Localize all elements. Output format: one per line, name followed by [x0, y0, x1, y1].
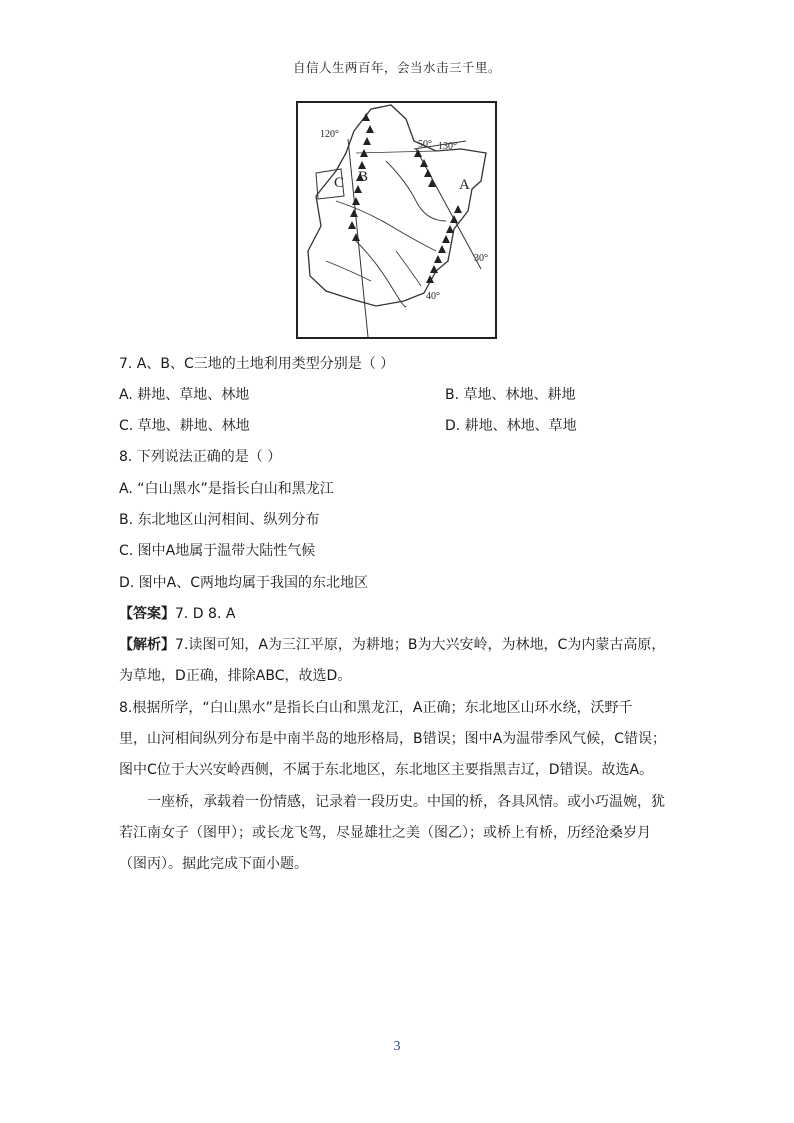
label-c: C — [334, 175, 345, 191]
question-7-option-a: A. 耕地、草地、林地 — [119, 387, 250, 403]
question-8-option-d: D. 图中A、C两地均属于我国的东北地区 — [119, 575, 369, 591]
question-7-option-b: B. 草地、林地、耕地 — [445, 387, 576, 403]
analysis-line-3: 8.根据所学，“白山黑水”是指长白山和黑龙江，A正确；东北地区山环水绕，沃野千 — [119, 700, 633, 716]
label-40-degree: 40° — [426, 291, 440, 302]
analysis-line-1: 【解析】7.读图可知，A为三江平原，为耕地；B为大兴安岭，为林地，C为内蒙古高原， — [119, 637, 666, 653]
answer-text: 7. D 8. A — [175, 606, 236, 622]
passage-line-3: （图丙）。据此完成下面小题。 — [119, 856, 308, 872]
analysis-tag: 【解析】 — [119, 637, 175, 653]
analysis-line-2: 为草地，D正确，排除ABC，故选D。 — [119, 668, 352, 684]
passage-line-1: 一座桥，承载着一份情感，记录着一段历史。中国的桥，各具风情。或小巧温婉，犹 — [147, 794, 665, 810]
question-8-option-c: C. 图中A地属于温带大陆性气候 — [119, 543, 316, 559]
answer-tag: 【答案】 — [119, 606, 175, 622]
question-8-option-b: B. 东北地区山河相间、纵列分布 — [119, 512, 320, 528]
label-120-degree: 120° — [320, 129, 339, 140]
passage-line-2: 若江南女子（图甲）；或长龙飞驾，尽显雄壮之美（图乙）；或桥上有桥，历经沧桑岁月 — [119, 825, 651, 841]
page-number: 3 — [393, 1039, 401, 1054]
label-50-degree: 50° — [418, 139, 432, 150]
page-header-motto: 自信人生两百年，会当水击三千里。 — [292, 60, 501, 75]
question-7-option-d: D. 耕地、林地、草地 — [445, 418, 577, 434]
label-a: A — [459, 177, 470, 193]
answer-line — [119, 603, 235, 623]
label-30-degree: 30° — [474, 253, 488, 264]
question-7-stem: 7. A、B、C三地的土地利用类型分别是（ ） — [119, 356, 395, 372]
question-8-option-a: A. “白山黑水”是指长白山和黑龙江 — [119, 481, 334, 497]
question-8-stem: 8. 下列说法正确的是（ ） — [119, 449, 282, 465]
northeast-china-map — [296, 101, 497, 339]
label-130-degree: 130° — [438, 141, 457, 152]
analysis-line-4: 里，山河相间纵列分布是中南半岛的地形格局，B错误；图中A为温带季风气候，C错误； — [119, 731, 666, 747]
question-7-option-c: C. 草地、耕地、林地 — [119, 418, 250, 434]
label-b: B — [358, 169, 369, 185]
analysis-line-5: 图中C位于大兴安岭西侧，不属于东北地区，东北地区主要指黑吉辽，D错误。故选A。 — [119, 762, 654, 778]
